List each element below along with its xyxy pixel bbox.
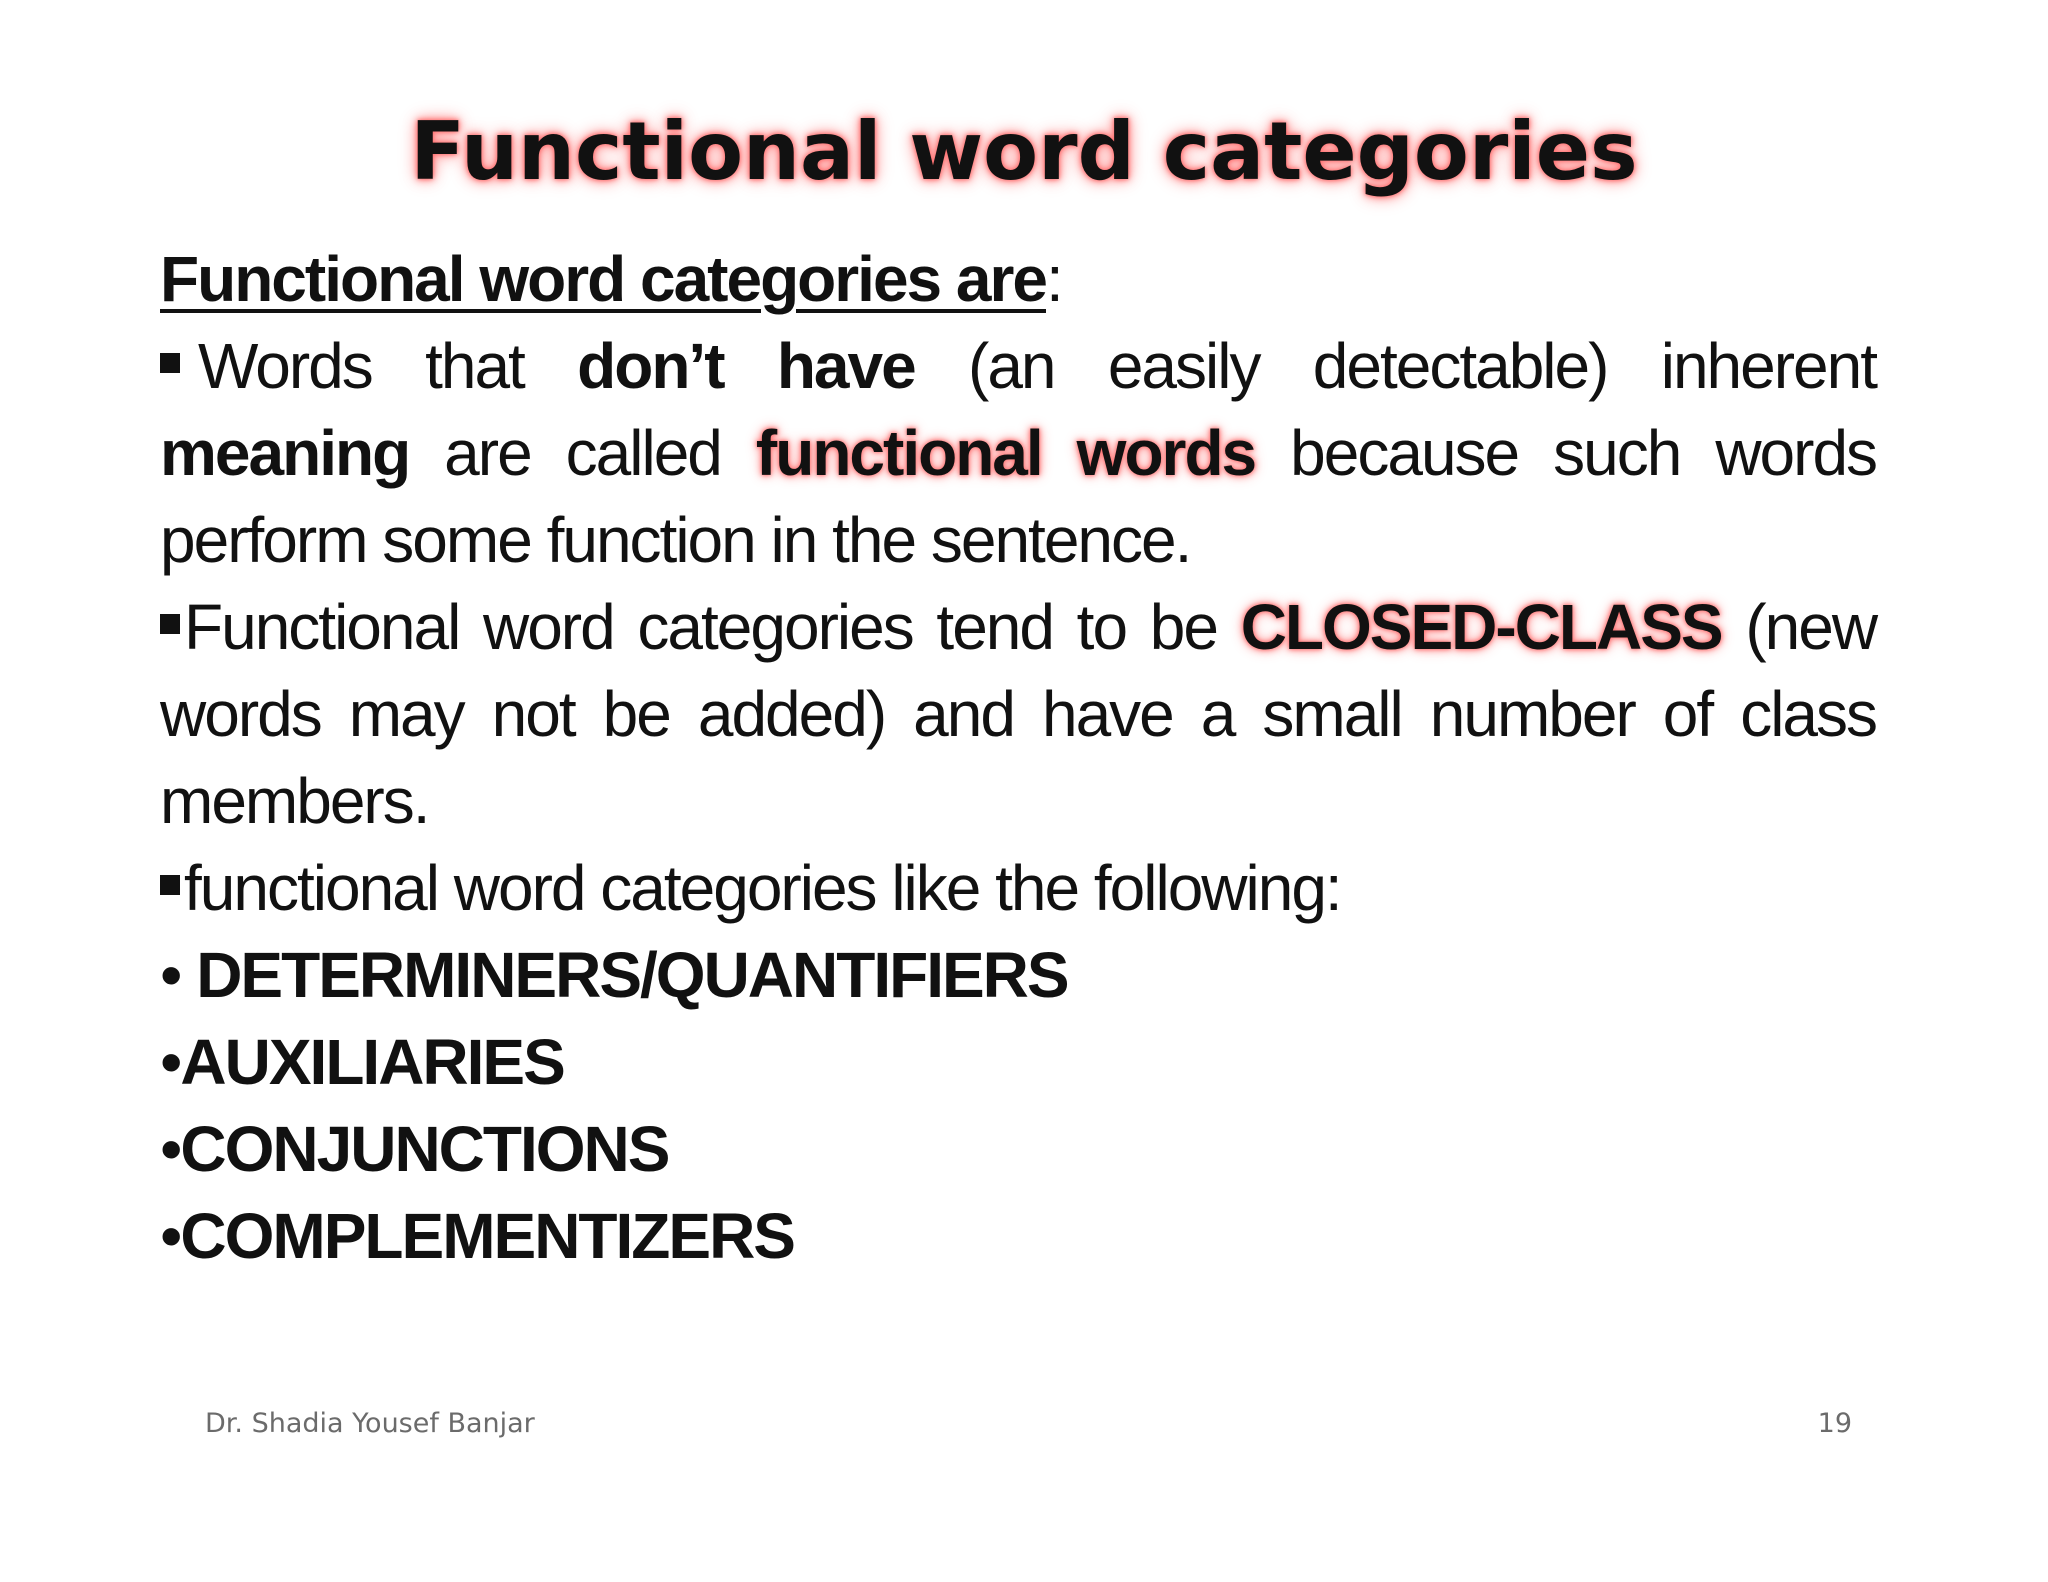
- point3-text: functional word categories like the following:: [184, 852, 1341, 924]
- slide-title: Functional word categories: [410, 105, 1638, 198]
- point2-line2: words may not be added) and have a small number of class: [160, 678, 1876, 750]
- slide-body: [160, 236, 1876, 1280]
- point1-line3: perform some function in the sentence.: [160, 504, 1191, 576]
- point1-because: because such words: [1290, 417, 1877, 489]
- body-heading: Functional word categories are: [160, 243, 1046, 315]
- point3-line: [160, 845, 1876, 932]
- category-label: COMPLEMENTIZERS: [180, 1200, 794, 1272]
- point2-line3: members.: [160, 765, 429, 837]
- category-label: AUXILIARIES: [180, 1026, 564, 1098]
- category-label: DETERMINERS/QUANTIFIERS: [196, 939, 1068, 1011]
- point1-are-called: are called: [444, 417, 721, 489]
- body-heading-colon: :: [1046, 243, 1062, 315]
- point1-easily: (an easily detectable) inherent: [968, 330, 1876, 402]
- point2-closed-class: CLOSED-CLASS: [1240, 591, 1722, 663]
- body-heading-line: [160, 236, 1876, 323]
- round-bullet-icon: •: [160, 1113, 181, 1185]
- round-bullet-icon: •: [160, 1200, 181, 1272]
- category-item: [160, 932, 1876, 1019]
- category-item: [160, 1019, 1876, 1106]
- footer-author: Dr. Shadia Yousef Banjar: [205, 1408, 535, 1439]
- round-bullet-icon: •: [160, 1026, 181, 1098]
- footer-page-number: 19: [1817, 1408, 1852, 1439]
- category-item: [160, 1193, 1876, 1280]
- point1-line2: [160, 410, 1876, 497]
- square-bullet-icon: [160, 875, 180, 895]
- point1-words-that: Words that: [198, 330, 524, 402]
- point2-new: (new: [1745, 591, 1877, 663]
- point1-line1: [160, 323, 1876, 410]
- point1-dont-have: don’t have: [577, 330, 915, 402]
- round-bullet-icon: •: [160, 939, 181, 1011]
- point1-meaning: meaning: [160, 417, 410, 489]
- square-bullet-icon: [160, 614, 180, 634]
- point1-functional-words: functional words: [755, 417, 1256, 489]
- point2-lead: Functional word categories tend to be: [184, 591, 1217, 663]
- category-label: CONJUNCTIONS: [180, 1113, 669, 1185]
- category-item: [160, 1106, 1876, 1193]
- point2-line1: [160, 584, 1876, 671]
- square-bullet-icon: [160, 353, 180, 373]
